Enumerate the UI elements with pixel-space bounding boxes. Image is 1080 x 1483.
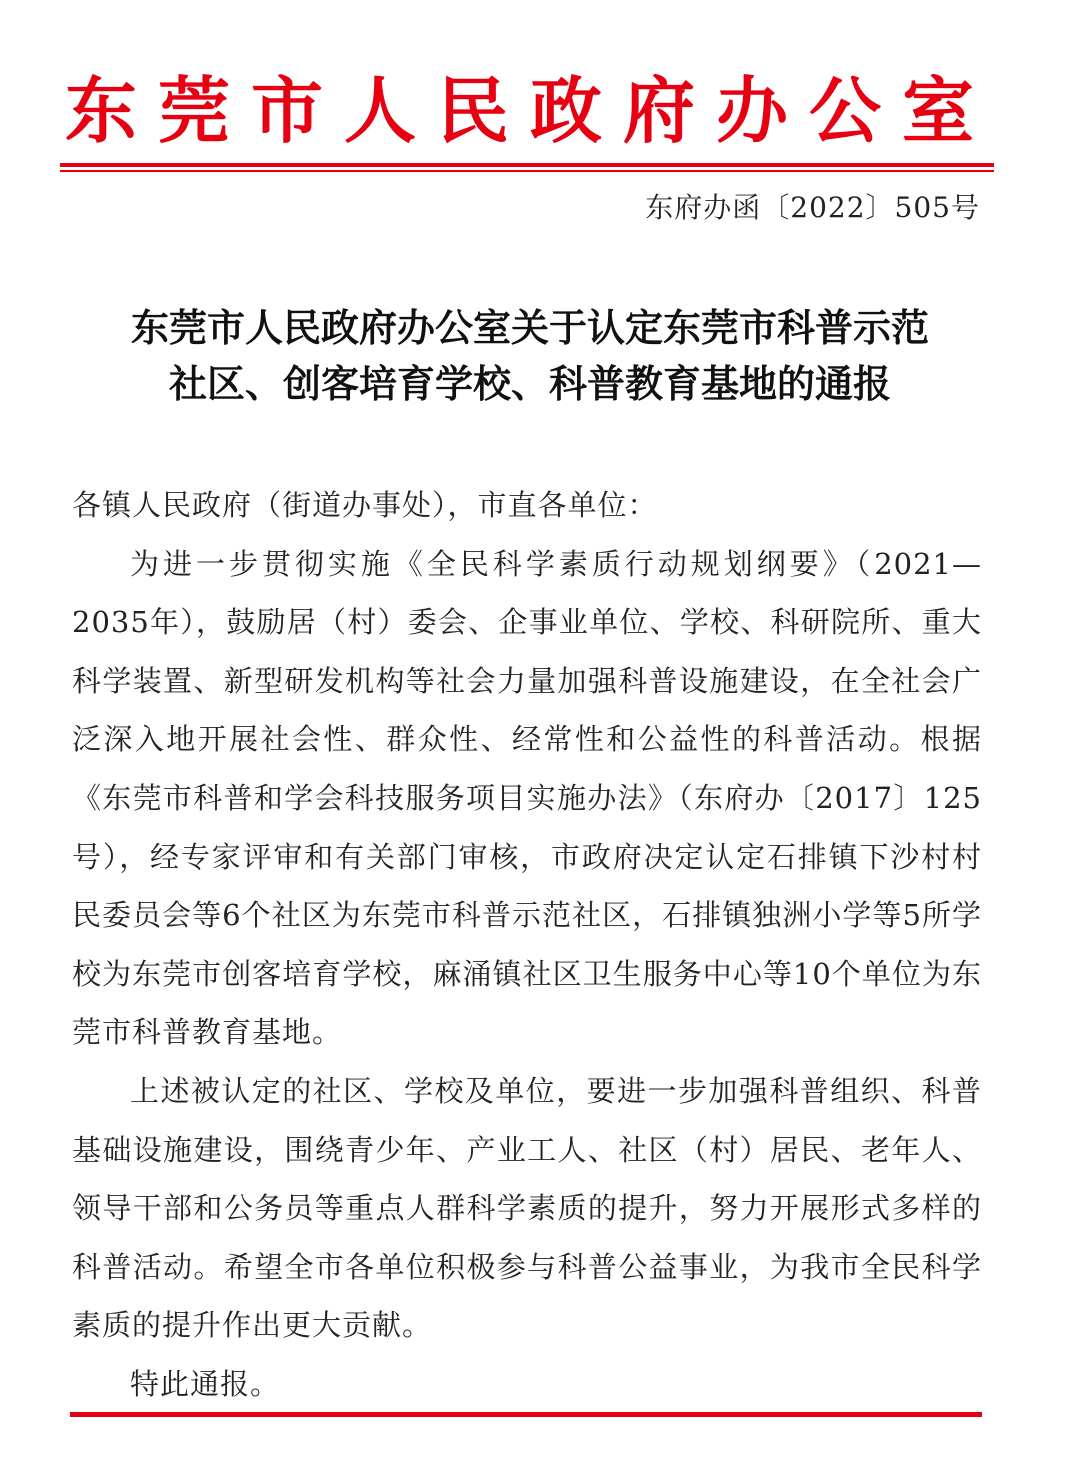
- masthead-divider-thick: [60, 163, 994, 167]
- document-body: [72, 476, 982, 1414]
- salutation: 各镇人民政府（街道办事处），市直各单位：: [72, 488, 658, 522]
- document-number: 东府办函〔2022〕505号: [645, 191, 980, 224]
- document-title: [60, 300, 1000, 412]
- closing-statement: 特此通报。: [130, 1366, 281, 1401]
- masthead-divider-thin: [60, 170, 994, 172]
- document-title-line-1: 东莞市人民政府办公室关于认定东莞市科普示范: [130, 306, 929, 350]
- body-paragraph-2: 上述被认定的社区、学校及单位，要进一步加强科普组织、科普基础设施建设，围绕青少年、产业工人、社区（村）居民、老年人、领导干部和公务员等重点人群科学素质的提升，努力开展形式多样的科普活动。希望全市各单位积极参与科普公益事业，为我市全民科学素质的提升作出更大贡献。: [72, 1073, 982, 1343]
- body-paragraph-1: 为进一步贯彻实施《全民科学素质行动规划纲要》（2021—2035年），鼓励居（村）委会、企事业单位、学校、科研院所、重大科学装置、新型研发机构等社会力量加强科普设施建设，在全社会广泛深入地开展社会性、群众性、经常性和公益性的科普活动。根据《东莞市科普和学会科技服务项目实施办法》（东府办〔2017〕125号），经专家评审和有关部门审核，市政府决定认定石排镇下沙村村民委员会等6个社区为东莞市科普示范社区，石排镇独洲小学等5所学校为东莞市创客培育学校，麻涌镇社区卫生服务中心等10个单位为东莞市科普教育基地。: [72, 546, 982, 1050]
- footer-divider: [70, 1412, 982, 1417]
- document-title-line-2: 社区、创客培育学校、科普教育基地的通报: [168, 362, 891, 406]
- masthead-issuer: 东莞市人民政府办公室: [64, 69, 995, 153]
